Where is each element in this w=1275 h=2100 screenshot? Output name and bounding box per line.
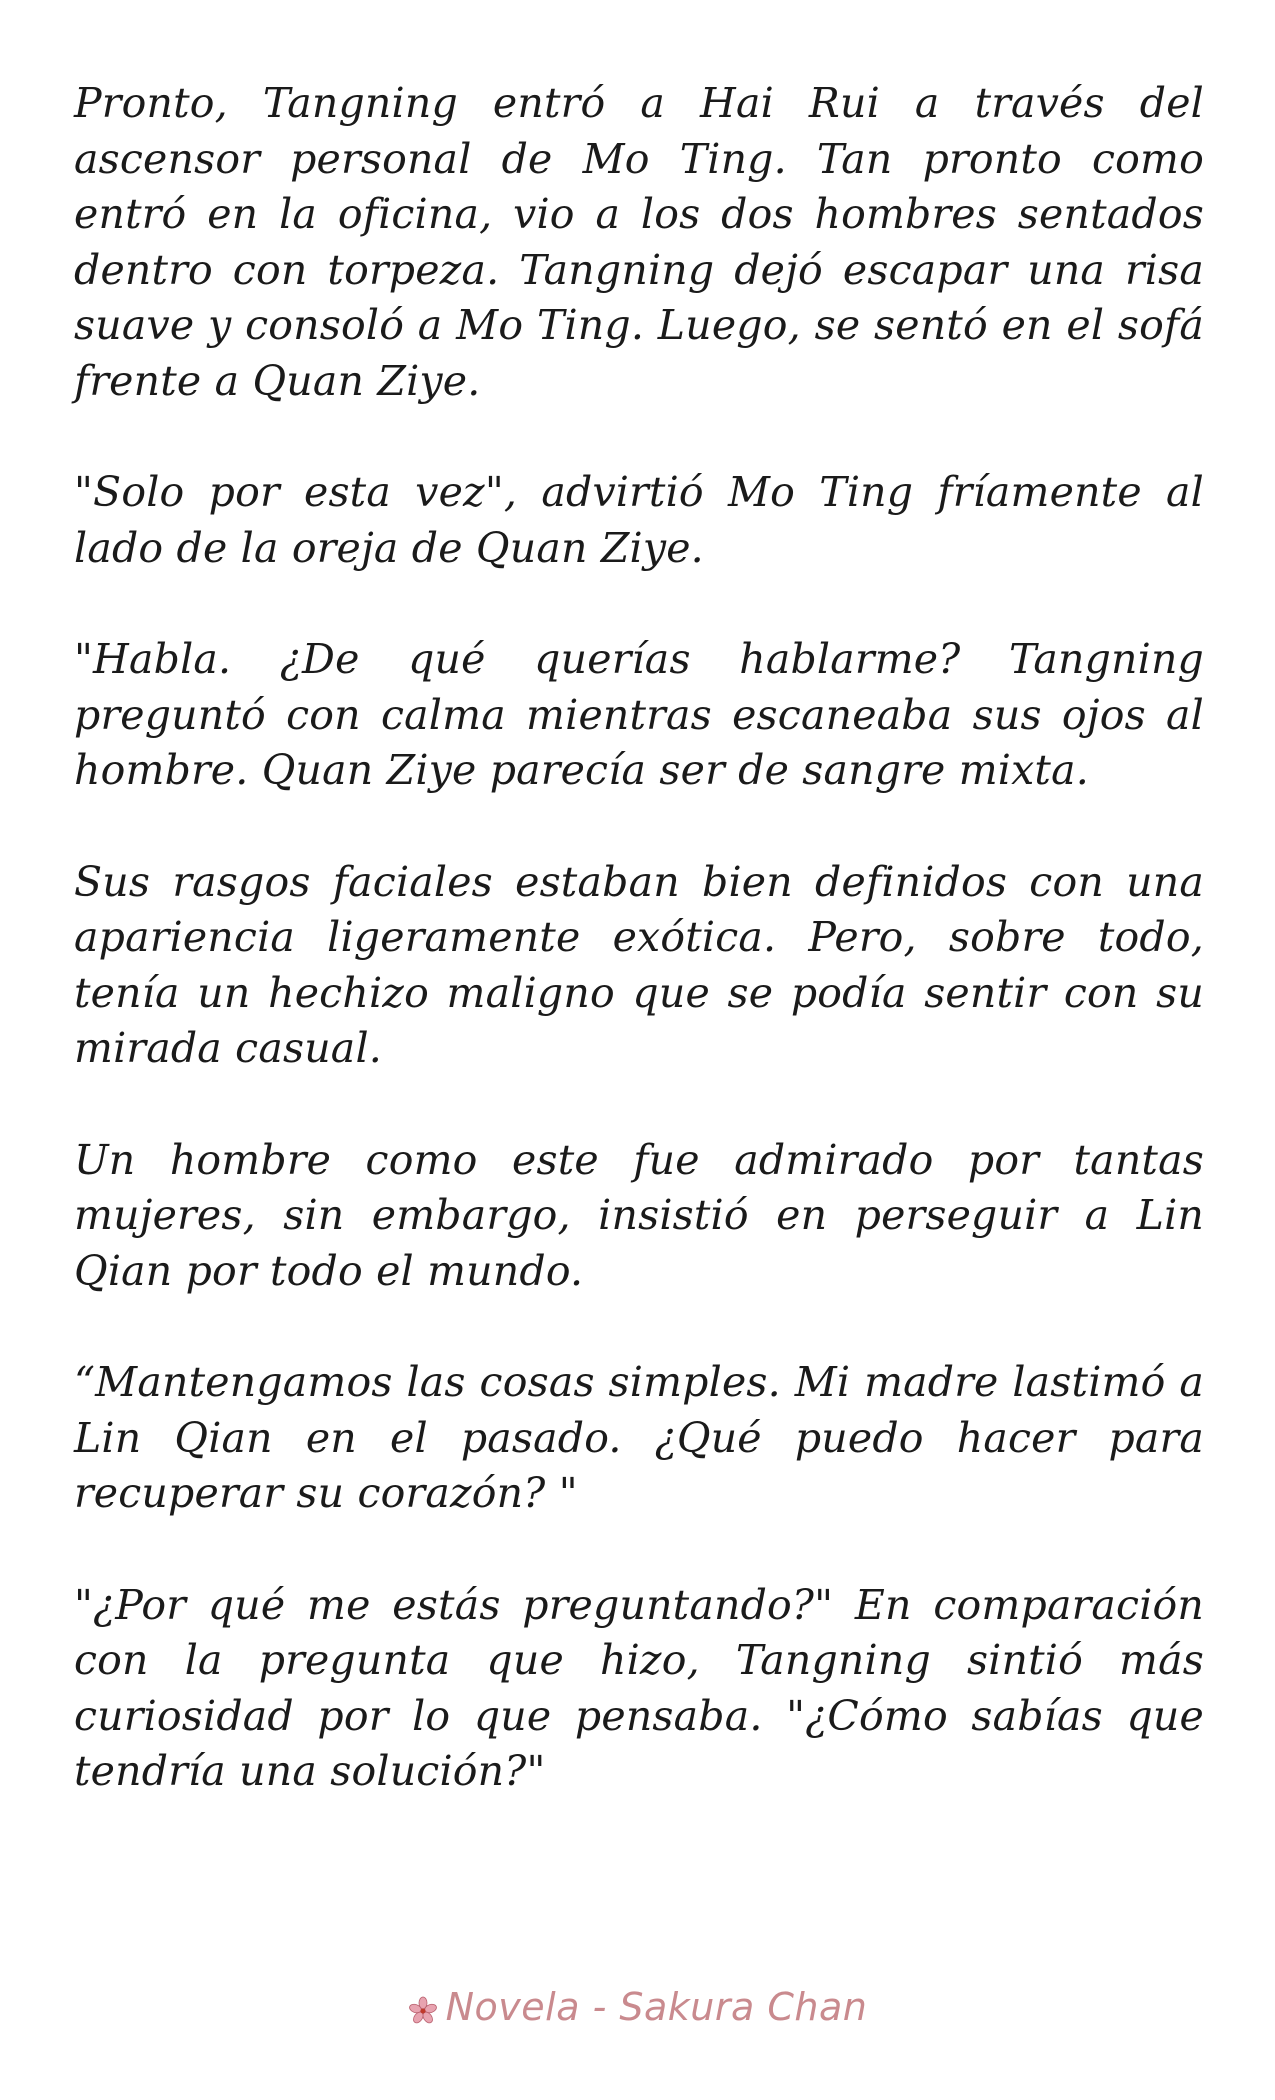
paragraph-6: “Mantengamos las cosas simples. Mi madre lastimó a Lin Qian en el pasado. ¿Qué puedo hacer para recuperar su corazón? " bbox=[74, 1358, 1204, 1517]
watermark-text: Novela - Sakura Chan bbox=[445, 1985, 868, 2029]
paragraph-3: "Habla. ¿De qué querías hablarme? Tangning preguntó con calma mientras escaneaba sus ojos al hombre. Quan Ziye parecía ser de sangre mixta. bbox=[74, 635, 1204, 794]
sakura-flower-icon bbox=[408, 1991, 438, 2021]
paragraph-1: Pronto, Tangning entró a Hai Rui a través del ascensor personal de Mo Ting. Tan pronto como entró en la oficina, vio a los dos hombres sentados dentro con torpeza. Tangning dejó escapar una risa suave y consoló a Mo Ting. Luego, se sentó en el sofá frente a Quan Ziye. bbox=[74, 79, 1204, 405]
watermark bbox=[0, 1985, 1275, 2029]
paragraph-4: Sus rasgos faciales estaban bien definidos con una apariencia ligeramente exótica. Pero, sobre todo, tenía un hechizo maligno que se podía sentir con su mirada casual. bbox=[74, 857, 1204, 1072]
paragraph-2: "Solo por esta vez", advirtió Mo Ting fríamente al lado de la oreja de Quan Ziye. bbox=[74, 468, 1204, 572]
paragraph-5: Un hombre como este fue admirado por tantas mujeres, sin embargo, insistió en perseguir a Lin Qian por todo el mundo. bbox=[74, 1135, 1204, 1295]
document-body bbox=[74, 76, 1204, 1856]
paragraph-7: "¿Por qué me estás preguntando?" En comparación con la pregunta que hizo, Tangning sintió más curiosidad por lo que pensaba. "¿Cómo sabías que tendría una solución?" bbox=[74, 1580, 1204, 1795]
